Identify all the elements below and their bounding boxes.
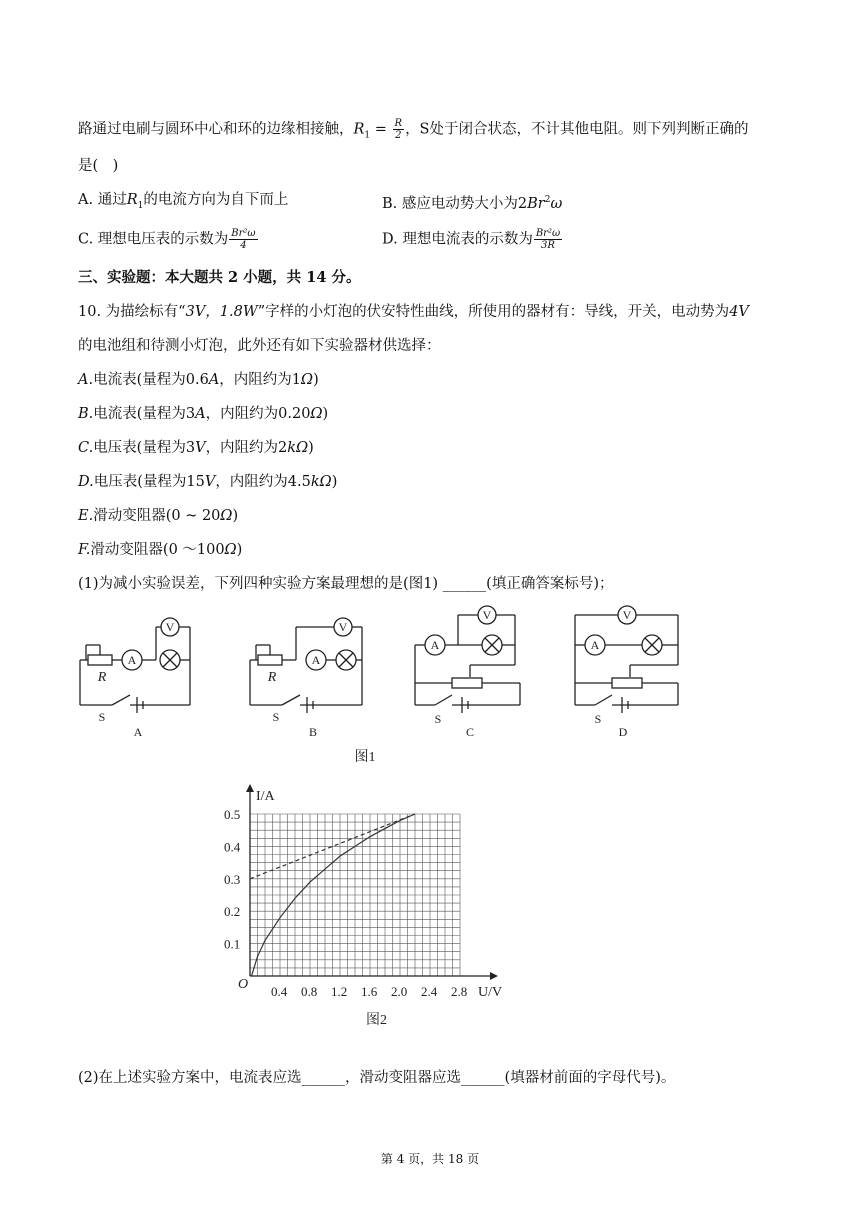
circuit-d xyxy=(575,606,678,713)
y-tick-label: 0.1 xyxy=(224,936,241,952)
circuit-label-a: A xyxy=(133,725,143,739)
x-axis-arrow-icon xyxy=(490,972,498,980)
rheostat-label: R xyxy=(97,670,107,685)
voltmeter-label: V xyxy=(338,620,348,634)
x-tick-label: 2.8 xyxy=(451,984,468,999)
origin-label: O xyxy=(238,977,249,992)
rheostat-label: R xyxy=(267,670,277,685)
circuit-label-d: D xyxy=(618,725,628,739)
q9-option-c[interactable]: C. 理想电压表的示数为 $\frac{\text{Br²ω}}{4}$ xyxy=(78,228,256,251)
x-tick-label: 0.4 xyxy=(271,984,288,999)
y-axis-label: I/A xyxy=(256,789,275,804)
ammeter-label: A xyxy=(590,638,600,652)
circuit-label-c: C xyxy=(465,725,475,739)
y-tick-label: 0.5 xyxy=(224,807,241,822)
x-tick-label: 1.6 xyxy=(361,984,378,999)
voltmeter-label: V xyxy=(482,608,492,622)
q9-option-d[interactable]: D. 理想电流表的示数为 $\frac{\text{Br²ω}}{3R}$ xyxy=(382,228,561,251)
x-tick-label: 0.8 xyxy=(301,984,318,999)
q10-sub2: (2)在上述实验方案中，电流表应选______，滑动变阻器应选______(填器材前面的字母代号)。 xyxy=(78,1070,676,1086)
equipment-item: A.电流表(量程为0.6A，内阻约为1Ω) xyxy=(78,372,319,388)
voltmeter-label: V xyxy=(165,620,175,634)
ammeter-label: A xyxy=(127,653,137,667)
equipment-item: B.电流表(量程为3A，内阻约为0.20Ω) xyxy=(78,406,329,422)
equipment-item: E.滑动变阻器(0 ~ 20Ω) xyxy=(78,508,239,524)
x-axis-label: U/V xyxy=(478,985,503,1000)
q9-line1: 路通过电刷与圆环中心和环的边缘相接触，$R_1$ = $\frac{R}{2}$ ，S处于闭合状态，不计其他电阻。则下列判断正确的 xyxy=(78,118,749,141)
q10-stem-line1: 10. 为描绘标有“3V，1.8W”字样的小灯泡的伏安特性曲线，所使用的器材有：导线，开关，电动势为4V xyxy=(78,304,749,320)
q10-stem-line2: 的电池组和待测小灯泡，此外还有如下实验器材供选择： xyxy=(78,338,441,354)
figure2-caption: 图2 xyxy=(366,1013,387,1028)
q10-sub1: (1)为减小实验误差，下列四种实验方案最理想的是(图1) ______(填正确答案标号)； xyxy=(78,576,614,592)
equipment-item: D.电压表(量程为15V，内阻约为4.5kΩ) xyxy=(78,474,338,490)
ammeter-label: A xyxy=(311,653,321,667)
switch-label: S xyxy=(272,710,280,724)
switch-label: S xyxy=(594,712,602,726)
q9-line2: 是( ) xyxy=(78,158,119,174)
y-axis-arrow-icon xyxy=(246,784,254,792)
switch-label: S xyxy=(98,710,106,724)
figure1-circuits xyxy=(70,605,710,775)
section-heading: 三、实验题：本大题共 2 小题，共 14 分。 xyxy=(78,269,361,286)
fraction: $\frac{R}{2}$ xyxy=(394,118,403,141)
y-tick-label: 0.2 xyxy=(224,904,241,920)
x-tick-label: 1.2 xyxy=(331,984,348,999)
equipment-item: F.滑动变阻器(0 ～100Ω) xyxy=(78,542,243,558)
page-footer: 第 4 页，共 18 页 xyxy=(380,1152,480,1166)
x-tick-label: 2.0 xyxy=(391,984,408,999)
figure1-caption: 图1 xyxy=(354,750,376,765)
circuit-label-b: B xyxy=(308,725,318,739)
q9-option-a[interactable]: A. 通过$R_1$的电流方向为自下而上 xyxy=(78,192,289,211)
equipment-item: C.电压表(量程为3V，内阻约为2kΩ) xyxy=(78,440,314,456)
y-tick-label: 0.4 xyxy=(224,839,241,855)
figure2-iu-chart xyxy=(210,782,510,1032)
ammeter-label: A xyxy=(430,638,440,652)
q9-option-b[interactable]: B. 感应电动势大小为2Br$^2$ω xyxy=(382,195,563,212)
switch-label: S xyxy=(434,712,442,726)
voltmeter-label: V xyxy=(622,608,632,622)
circuit-c xyxy=(415,606,520,713)
x-tick-label: 2.4 xyxy=(421,984,438,999)
y-tick-label: 0.3 xyxy=(224,871,241,887)
